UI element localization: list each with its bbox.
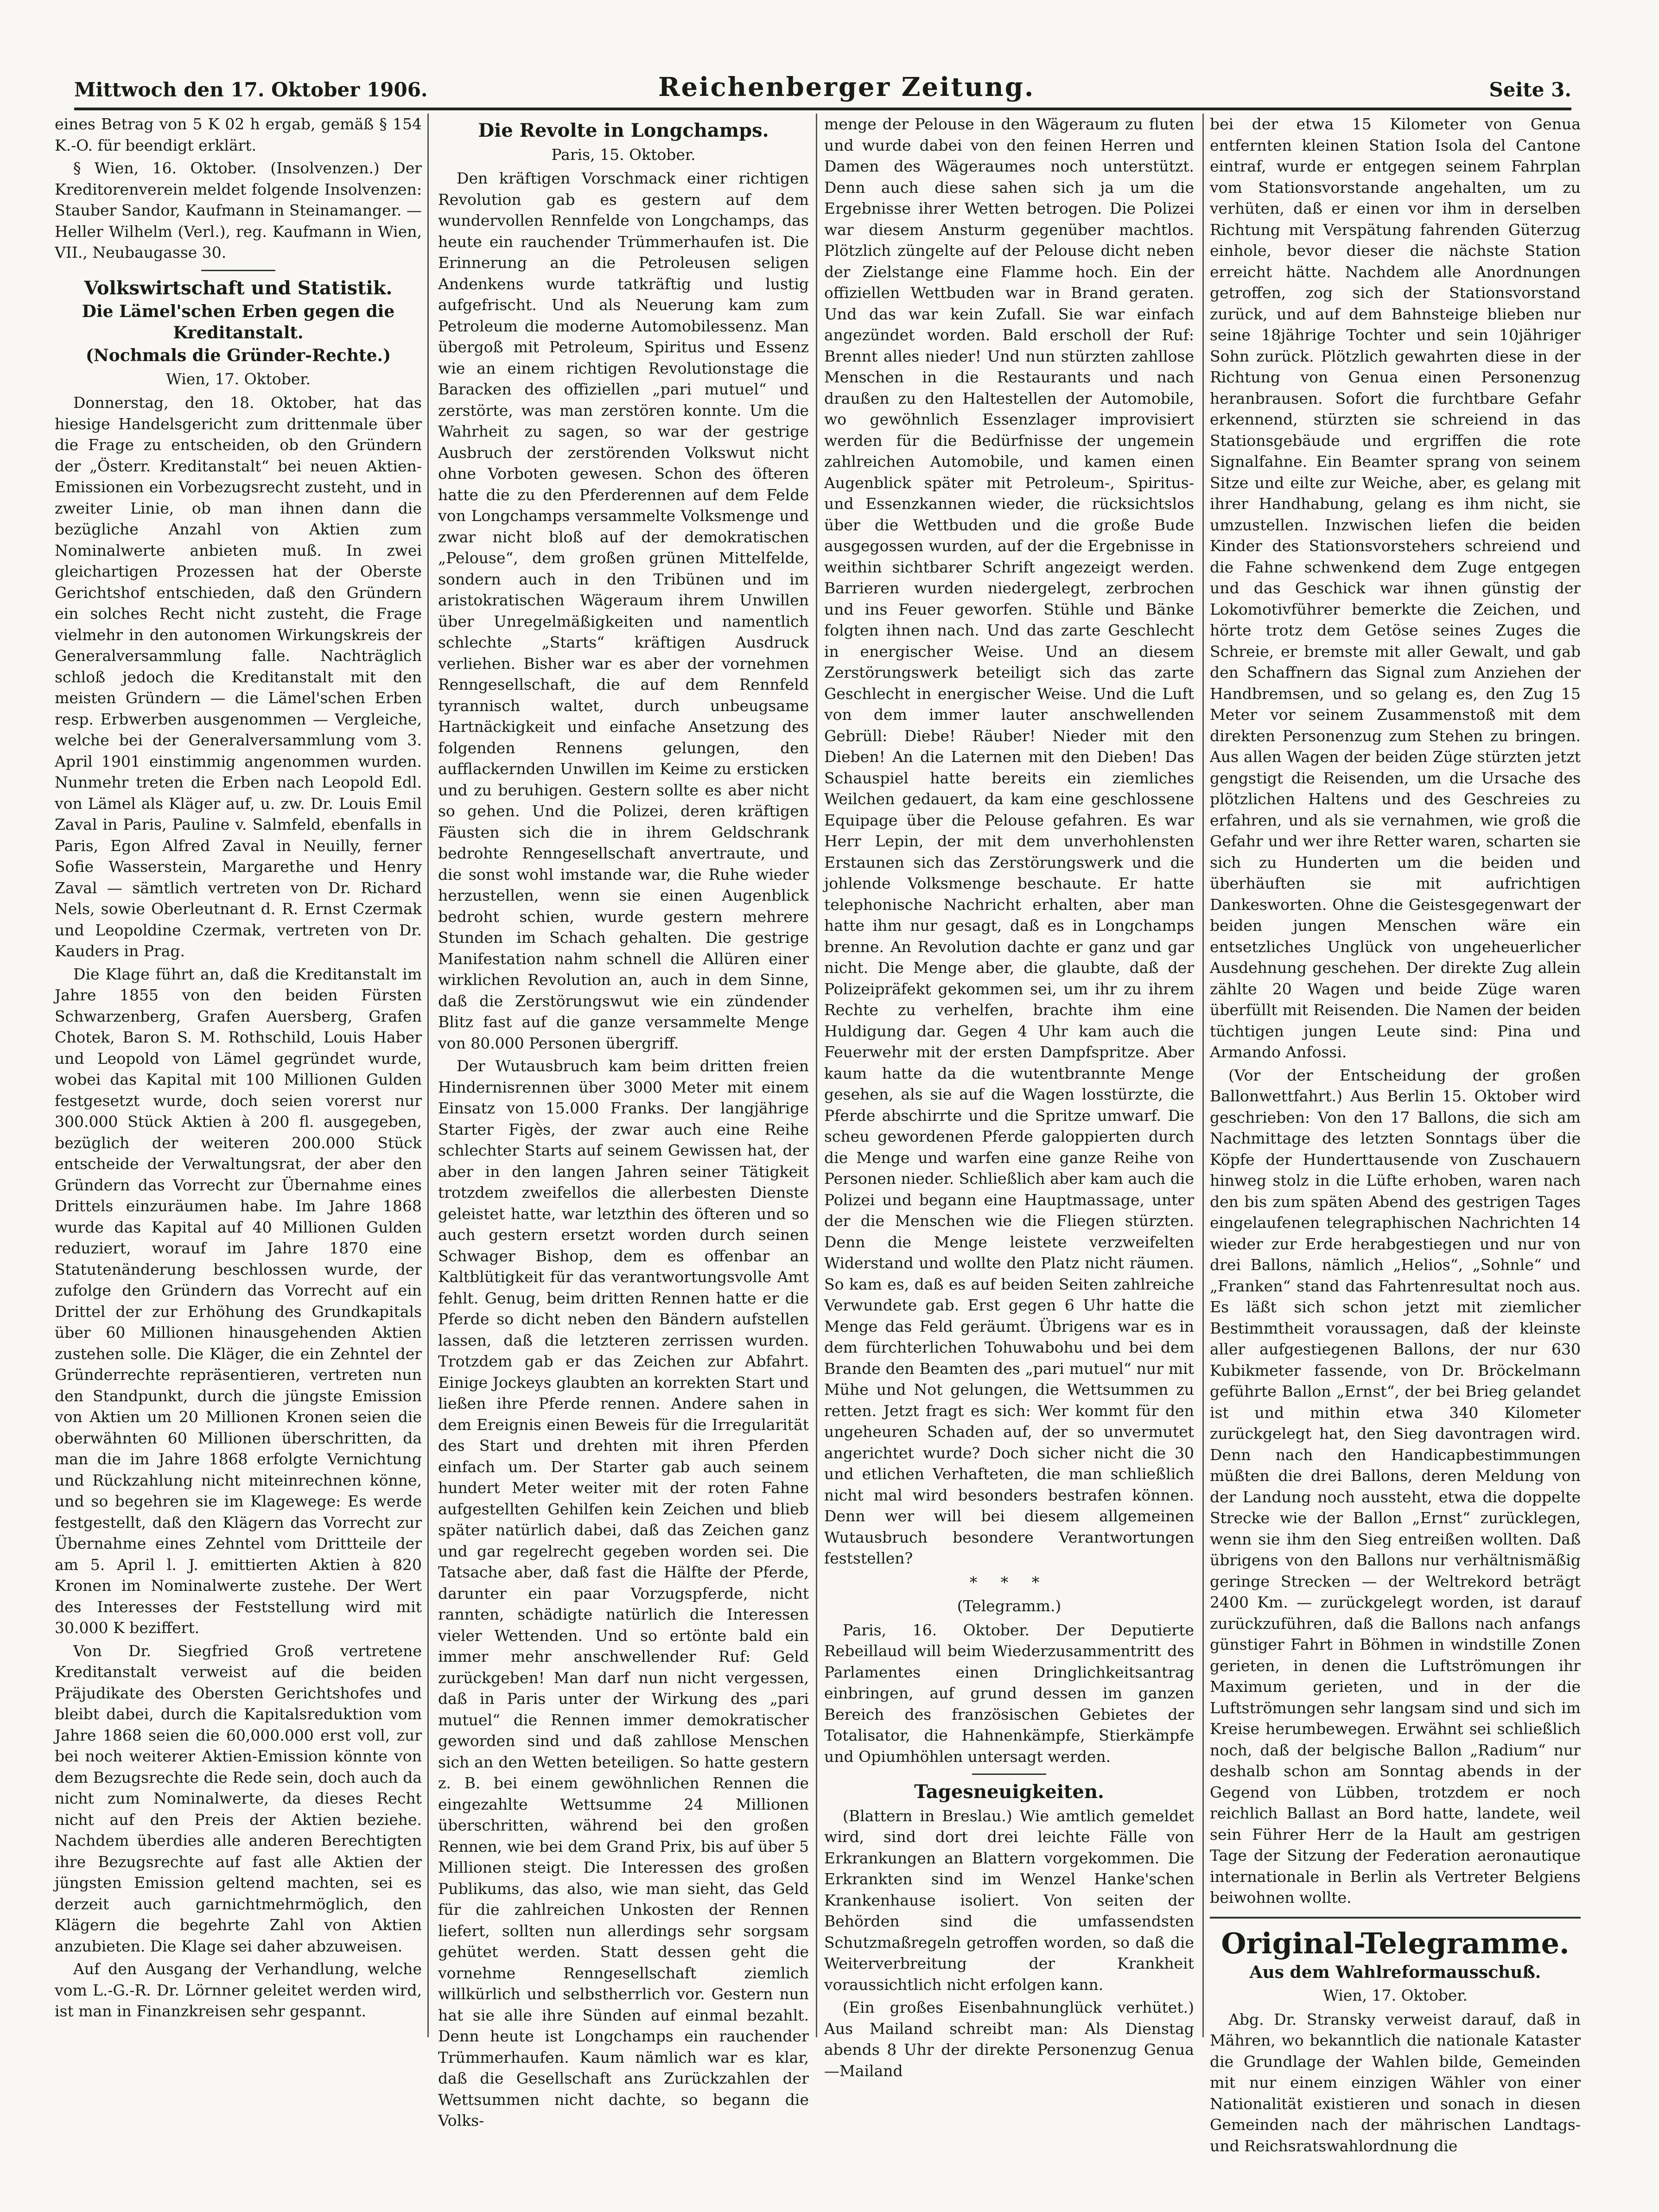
paragraph: Paris, 16. Oktober. Der Deputierte Rebeillaud will beim Wiederzusammentritt des Parlamentes einen Dringlichkeitsantrag einbringen, auf grund dessen im ganzen Bereich des französischen Gebietes der Totalisator, die Hahnenkämpfe, Stierkämpfe und Opiumhöhlen untersagt werden. [824,1621,1194,1766]
article-title: Die Lämel'schen Erben gegen die Kreditanstalt. [82,302,395,343]
article-subtitle: (Nochmals die Gründer-Rechte.) [85,346,391,365]
paragraph: eines Betrag von 5 K 02 h ergab, gemäß § 154 K.-O. für beendigt erklärt. [55,115,422,154]
column-3 [824,114,1194,2080]
header-rule [74,108,1571,110]
paragraph: (Vor der Entscheidung der großen Ballonwettfahrt.) Aus Berlin 15. Oktober wird geschrieben: Von den 17 Ballons, die sich am Nachmittage des letzten Sonntags über die Köpfe der Hunderttausende von Zuschauern hinweg stolz in die Lüfte erhoben, waren nach den bis zum späten Abend des gestrigen Tages eingelaufenen telegraphischen Nachrichten 14 wieder zur Erde herabgestiegen und nur von drei Ballons, nämlich „Helios“, „Sohnle“ und „Franken“ stand das Fahrtenresultat noch aus. Es läßt sich schon jetzt mit ziemlicher Bestimmtheit voraussagen, daß der kleinste aller aufgestiegenen Ballons, der nur 630 Kubikmeter fassende, von Dr. Bröckelmann geführte Ballon „Ernst“, der bei Brieg gelandet ist und mithin etwa 340 Kilometer zurückgelegt hat, den Sieg davontragen wird. Denn nach den Handicapbestimmungen müßten die drei Ballons, deren Meldung von der Landung noch aussteht, etwa die doppelte Strecke wie der Ballon „Ernst“ zurücklegen, wenn sie ihm den Sieg entreißen wollten. Daß übrigens von den Ballons nur verhältnismäßig geringe Strecken — der Weltrekord beträgt 2400 Km. — zurückgelegt worden, ist darauf zurückzuführen, daß die Ballons nach anfangs günstiger Fahrt in Böhmen in windstille Zonen gerieten, in denen die Luftströmungen ihr Maximum gerieten, und in der die Luftströmungen sehr langsam sind und sich im Kreise herumbewegen. Erwähnt sei schließlich noch, daß der belgische Ballon „Radium“ nur deshalb schon am Sonntag abends in der Gegend von Lübben, trotzdem er noch reichlich Ballast an Bord hatte, landete, weil sein Führer Herr de la Hault am gestrigen Tage der Sitzung der Federation aeronautique internationale in Berlin als Vertreter Belgiens beiwohnen wollte. [1210,1066,1581,1907]
paragraph: Den kräftigen Vorschmack einer richtigen Revolution gab es gestern auf dem wundervollen Rennfelde von Longchamps, das heute ein rauchender Trümmerhaufen ist. Die Erinnerung an die Petroleusen seligen Andenkens wurde tatkräftig und lustig aufgefrischt. Und als Neuerung kam zum Petroleum die moderne Automobilessenz. Man übergoß mit Petroleum, Spiritus und Essenz wie an einem richtigen Revolutionstage die Baracken des offiziellen „pari mutuel“ und zerstörte, was man zerstören konnte. Um die Wahrheit zu sagen, so war der gestrige Ausbruch der zerstörenden Volkswut nicht ohne Vorboten gewesen. Schon des öfteren hatte die zu den Pferderennen auf dem Felde von Longchamps versammelte Volksmenge und zwar nicht bloß auf der demokratischen „Pelouse“, dem großen grünen Mittelfelde, sondern auch in den Tribünen und im aristokratischen Wägeraum ihrem Unwillen über Unregelmäßigkeiten und namentlich schlechte „Starts“ kräftigen Ausdruck verliehen. Bisher war es aber der vornehmen Renngesellschaft, die auf dem Rennfeld tyrannisch waltet, durch unbeugsame Hartnäckigkeit und einfache Ansetzung des folgenden Rennens gelungen, den aufflackernden Unwillen im Keime zu ersticken und zu beruhigen. Gestern sollte es aber nicht so gehen. Und die Polizei, deren kräftigen Fäusten sich die in ihrem Geldschrank bedrohte Renngesellschaft anvertraute, und die sonst wohl imstande war, die Ruhe wieder herzustellen, wenn sie einen Augenblick bedroht schien, wurde gestern mehrere Stunden im Schach gehalten. Die gestrige Manifestation nahm schnell die Allüren einer wirklichen Revolution an, auch in dem Sinne, daß die Zerstörungswut wie ein zündender Blitz fast auf die ganze versammelte Menge von 80.000 Personen übergriff. [438,169,809,1052]
paragraph: Abg. Dr. Stransky verweist darauf, daß in Mähren, wo bekanntlich die nationale Kataster die Grundlage der Wahlen bilde, Gemeinden mit nur einem einzigen Wähler von einer Nationalität existieren und sonach in diesen Gemeinden nach der mährischen Landtags- und Reichsratswahlordnung die [1210,2010,1581,2155]
article-title: Aus dem Wahlreformausschuß. [1249,1962,1541,1982]
column-2 [438,114,809,2129]
section-title: Volkswirtschaft und Statistik. [84,277,393,299]
column-4 [1210,114,1581,2155]
dateline: Wien, 17. Oktober. [1322,1986,1468,2004]
header-date: Mittwoch den 17. Oktober 1906. [74,78,428,101]
section-title: Tagesneuigkeiten. [914,1781,1104,1803]
dateline: Wien, 17. Oktober. [165,369,311,388]
column-1 [55,114,422,2037]
page-header [74,72,1571,109]
paragraph: Auf den Ausgang der Verhandlung, welche vom L.-G.-R. Dr. Lörnner geleitet werden wird, ist man in Finanzkreisen sehr gespannt. [55,1960,422,2020]
paragraph: bei der etwa 15 Kilometer von Genua entfernten kleinen Station Isola del Cantone eintraf, wurde er entgegen seinem Fahrplan vom Stationsvorstande angehalten, um zu verhüten, daß er einen vor ihm in derselben Richtung mit Verspätung fahrenden Güterzug einhole, bevor dieser die nächste Station erreicht hätte. Nachdem alle Anordnungen getroffen, zog sich der Stationsvorstand zurück, und auf dem Bahnsteige blieben nur seine 18jährige Tochter und sein 10jähriger Sohn zurück. Plötzlich gewahrten diese in der Richtung von Genua einen Personenzug heranbrausen. Sofort die furchtbare Gefahr erkennend, stürzten sie schreiend in das Stationsgebäude und ergriffen die rote Signalfahne. Ein Beamter sprang von seinem Sitze und eilte zur Weiche, aber, es gelang mit ihrer Handhabung, gelang es ihm nicht, sie umzustellen. Inzwischen liefen die beiden Kinder des Stationsvorstehers schreiend und die Fahne schwenkend dem Zuge entgegen und das Geschick war ihnen günstig der Lokomotivführer bemerkte die Zeichen, und hörte trotz dem Getöse seines Zuges die Schreie, er bremste mit aller Gewalt, und gab den Schaffnern das Signal zum Anziehen der Handbremsen, und so gelang es, den Zug 15 Meter vor seinem Zusammenstoß mit dem direkten Personenzug zum Stehen zu bringen. Aus allen Wagen der beiden Züge stürzten jetzt gengstigt die Reisenden, um die Ursache des plötzlichen Haltens und des Geschreies zu erfahren, und als sie vernahmen, wie groß die Gefahr und wer ihre Retter waren, scharten sie sich zu Hunderten um die beiden und überhäuften sie mit aufrichtigen Dankesworten. Ohne die Geistesgegenwart der beiden jungen Menschen wäre ein entsetzliches Unglück von ungeheuerlicher Ausdehnung geschehen. Der direkte Zug allein zählte 20 Wagen und beide Züge waren überfüllt mit Reisenden. Die Namen der beiden tüchtigen jungen Leute sind: Pina und Armando Anfossi. [1210,115,1581,1061]
article-title: Die Revolte in Longchamps. [478,120,769,141]
column-divider [816,114,817,2037]
telegram-heading: (Telegramm.) [957,1597,1062,1615]
section-title: Original-Telegramme. [1221,1926,1570,1960]
page-number: Seite 3. [1489,78,1571,101]
stars-separator: * * * [969,1573,1049,1591]
newspaper-title: Reichenberger Zeitung. [658,72,1035,102]
paragraph: menge der Pelouse in den Wägeraum zu fluten und wurde dabei von den feinen Herren und Damen des Wägeraumes noch unterstützt. Denn auch diese sahen sich ja um die Ergebnisse ihrer Wetten betrogen. Die Polizei war diesem Ansturm gegenüber machtlos. Plötzlich züngelte auf der Pelouse dicht neben der Zielstange eine Flamme hoch. Ein der offiziellen Wettbuden war in Brand geraten. Und das war kein Zufall. Sie war einfach angezündet worden. Bald erscholl der Ruf: Brennt alles nieder! Und nun stürzten zahllose Menschen in die Restaurants und nach draußen zu den Haltestellen der Automobile, wo gewöhnlich Essenzlager improvisiert werden für die Bedürfnisse der ungemein zahlreichen Automobile, und kamen einen Augenblick später mit Petroleum-, Spiritus- und Essenzkannen wieder, die rücksichtslos über die Wettbuden und die große Bude ausgegossen wurden, auf der die Ergebnisse in weithin sichtbarer Schrift angezeigt werden. Barrieren wurden niedergelegt, zerbrochen und ins Feuer geworfen. Stühle und Bänke folgten ihnen nach. Und das zarte Geschlecht in energischer Weise. Und an diesem Zerstörungswerk beteiligt sich das zarte Geschlecht in energischer Weise. Und die Luft von dem immer lauter anschwellenden Gebrüll: Diebe! Räuber! Nieder mit den Dieben! An die Laternen mit den Dieben! Das Schauspiel hatte bereits ein ziemliches Weilchen gedauert, da kam eine geschlossene Equipage über die Pelouse gefahren. Es war Herr Lepin, der mit dem unverhohlensten Erstaunen sich das Zerstörungswerk und die johlende Volksmenge beschaute. Er hatte telephonische Nachricht erhalten, aber man hatte ihm nur gesagt, daß es in Longchamps brenne. An Revolution dachte er ganz und gar nicht. Die Menge aber, die glaubte, daß der Polizeipräfekt gekommen sei, um ihr zu ihrem Rechte zu verhelfen, brachte ihm eine Huldigung dar. Gegen 4 Uhr kam auch die Feuerwehr mit der ersten Dampfspritze. Aber kaum hatte da die wutentbrannte Menge gesehen, als sie auf die Wagen losstürzte, die Pferde abschirrte und die Spritze umwarf. Die scheu gewordenen Pferde galoppierten durch die Menge und warfen eine ganze Reihe von Personen nieder. Schließlich aber kam auch die Polizei und begann eine Hauptmassage, unter der die Menschen wie die Fliegen stürzten. Denn die Menge leistete verzweifelten Widerstand und wollte den Platz nicht räumen. So kam es, daß es auf beiden Seiten zahlreiche Verwundete gab. Erst gegen 6 Uhr hatte die Menge das Feld geräumt. Übrigens war es in dem fürchterlichen Tohuwabohu und bei dem Brande den Beamten des „pari mutuel“ nur mit Mühe und Not gelungen, die Wettsummen zu retten. Jetzt fragt es sich: Wer kommt für den ungeheuren Schaden auf, der so unvermutet angerichtet wurde? Doch sicher nicht die 30 und etlichen Verhafteten, die man schließlich nicht mal wird besonders bestrafen können. Denn wer will bei diesem allgemeinen Wutausbruch besondere Verantwortungen feststellen? [824,115,1194,1567]
column-divider [1202,114,1204,2037]
paragraph: Die Klage führt an, daß die Kreditanstalt im Jahre 1855 von den beiden Fürsten Schwarzenberg, Grafen Auersberg, Grafen Chotek, Baron S. M. Rothschild, Louis Haber und Leopold von Lämel gegründet wurde, wobei das Kapital mit 100 Millionen Gulden festgesetzt wurde, doch seien vorerst nur 300.000 Stück Aktien à 200 fl. ausgegeben, bezüglich der weiteren 200.000 Stück entscheide der Verwaltungsrat, der aber den Gründern das Vorrecht zur Übernahme eines Drittels einzuräumen habe. Im Jahre 1868 wurde das Kapital auf 40 Millionen Gulden reduziert, worauf im Jahre 1870 eine Statutenänderung beschlossen wurde, der zufolge den Gründern das Vorrecht auf ein Drittel der zur Erhöhung des Grundkapitals über 60 Millionen hinausgehenden Aktien zustehen solle. Die Kläger, die ein Zehntel der Gründerrechte repräsentieren, vertreten nun den Standpunkt, durch die jüngste Emission von Aktien um 20 Millionen Kronen seien die oberwähnten 60 Millionen überschritten, da man die im Jahre 1868 erfolgte Vernichtung und Rückzahlung nicht miteinrechnen könne, und so begehren sie im Klagewege: Es werde festgestellt, daß den Klägern das Vorrecht zur Übernahme eines Zehntel vom Drittteile der am 5. April l. J. emittierten Aktien à 820 Kronen im Nominalwerte zustehe. Der Wert des Interesses der Feststellung wird mit 30.000 K beziffert. [55,965,422,1637]
paragraph: (Blattern in Breslau.) Wie amtlich gemeldet wird, sind dort drei leichte Fälle von Erkrankungen an Blattern vorgekommen. Die Erkrankten sind im Wenzel Hanke'schen Krankenhause isoliert. Von seiten der Behörden sind die umfassendsten Schutzmaßregeln getroffen worden, so daß die Weiterverbreitung der Krankheit voraussichtlich nicht erfolgen kann. [824,1806,1194,1994]
separator [1210,1917,1581,1919]
paragraph: Der Wutausbruch kam beim dritten freien Hindernisrennen über 3000 Meter mit einem Einsatz von 15.000 Franks. Der langjährige Starter Figès, der zwar auch eine Reihe schlechter Starts auf seinem Gewissen hat, der aber in den langen Jahren seiner Tätigkeit trotzdem zweifellos die allerbesten Dienste geleistet hatte, war letzthin des öfteren und so auch gestern ersetzt worden durch seinen Schwager Bishop, dem es offenbar an Kaltblütigkeit für das verantwortungsvolle Amt fehlt. Genug, beim dritten Rennen hatte er die Pferde so dicht neben den Bändern aufstellen lassen, daß die letzteren zerrissen wurden. Trotzdem gab er das Zeichen zur Abfahrt. Einige Jockeys glaubten an korrekten Start und ließen ihre Pferde rennen. Andere sahen in dem Ereignis einen Beweis für die Irregularität des Start und drehten mit ihren Pferden einfach um. Der Starter gab auch seinem hundert Meter weiter mit der roten Fahne aufgestellten Gehilfen kein Zeichen und blieb später natürlich dabei, daß das Zeichen ganz und gar regelrecht gegeben worden sei. Die Tatsache aber, daß fast die Hälfte der Pferde, darunter ein paar Vorzugspferde, nicht rannten, schädigte natürlich die Interessen vieler Wettenden. Und so ertönte bald ein immer mehr anschwellender Ruf: Geld zurückgeben! Man darf nun nicht vergessen, daß in Paris unter der Wirkung des „pari mutuel“ die Rennen immer demokratischer geworden sind und daß zahllose Menschen sich an den Wetten beteiligen. So hatte gestern z. B. bei einem gewöhnlichen Rennen die eingezahlte Wettsumme 24 Millionen überschritten, während bei den großen Rennen, wie bei dem Grand Prix, bis auf über 5 Millionen steigt. Die Interessen des großen Publikums, das also, wie man sieht, das Geld für die zahlreichen Unkosten der Rennen liefert, sollten nun allerdings sehr sorgsam gehütet werden. Statt dessen geht die vornehme Renngesellschaft ziemlich willkürlich und selbstherrlich vor. Gestern nun hat sie alle ihre Sünden auf einmal bezahlt. Denn heute ist Longchamps ein rauchender Trümmerhaufen. Kaum nämlich war es klar, daß die Gesellschaft ans Zurückzahlen der Wettsummen nicht dachte, so begann die Volks- [438,1057,809,2129]
dateline: Paris, 15. Oktober. [551,145,696,164]
paragraph-insolvenzen: § Wien, 16. Oktober. (Insolvenzen.) Der Kreditorenverein meldet folgende Insolvenzen: Stauber Sandor, Kaufmann in Steinamanger. — Heller Wilhelm (Verl.), reg. Kaufmann in Wien, VII., Neubaugasse 30. [55,159,422,261]
paragraph: Von Dr. Siegfried Groß vertretene Kreditanstalt verweist auf die beiden Präjudikate des Obersten Gerichtshofes und bleibt dabei, durch die Kapitalsreduktion vom Jahre 1868 seien die 60,000.000 erst voll, zur bei noch weiterer Aktien-Emission könnte von dem Bezugsrechte die Rede sein, doch auch da nicht zum Nominalwerte, da dieses Recht nicht auf den Preis der Aktien beziehe. Nachdem überdies alle anderen Berechtigten ihre Bezugsrechte auf fast alle Aktien der jüngsten Emission geltend machten, sei es derzeit auch garnichtmehrmöglich, den Klägern die begehrte Zahl von Aktien anzubieten. Die Klage sei daher abzuweisen. [55,1641,422,1955]
paragraph: Donnerstag, den 18. Oktober, hat das hiesige Handelsgericht zum drittenmale über die Frage zu entscheiden, ob den Gründern der „Österr. Kreditanstalt“ bei neuen Aktien-Emissionen ein Vorbezugsrecht zusteht, und in zweiter Linie, ob man ihnen dann die bezügliche Anzahl von Aktien zum Nominalwerte anbieten muß. In zwei gleichartigen Prozessen hat der Oberste Gerichtshof entschieden, daß den Gründern ein solches Recht nicht zusteht, die Frage vielmehr in den autonomen Wirkungskreis der Generalversammlung falle. Nachträglich schloß jedoch die Kreditanstalt mit den meisten Gründern — die Lämel'schen Erben resp. Erbwerben ausgenommen — Vergleiche, welche bei der Generalversammlung vom 3. April 1901 einstimmig angenommen wurden. Nunmehr treten die Erben nach Leopold Edl. von Lämel als Kläger auf, u. zw. Dr. Louis Emil Zaval in Paris, Pauline v. Salmfeld, ebenfalls in Paris, Egon Alfred Zaval in Neuilly, ferner Sofie Wasserstein, Margarethe und Henry Zaval — sämtlich vertreten von Dr. Richard Nels, sowie Oberleutnant d. R. Ernst Czermak und Leopoldine Czermak, vertreten von Dr. Kauders in Prag. [55,394,422,960]
separator [201,270,275,271]
separator [972,1773,1046,1775]
column-divider [427,114,429,2037]
paragraph: (Ein großes Eisenbahnunglück verhütet.) Aus Mailand schreibt man: Als Dienstag abends 8 Uhr der direkte Personenzug Genua—Mailand [824,1998,1194,2080]
